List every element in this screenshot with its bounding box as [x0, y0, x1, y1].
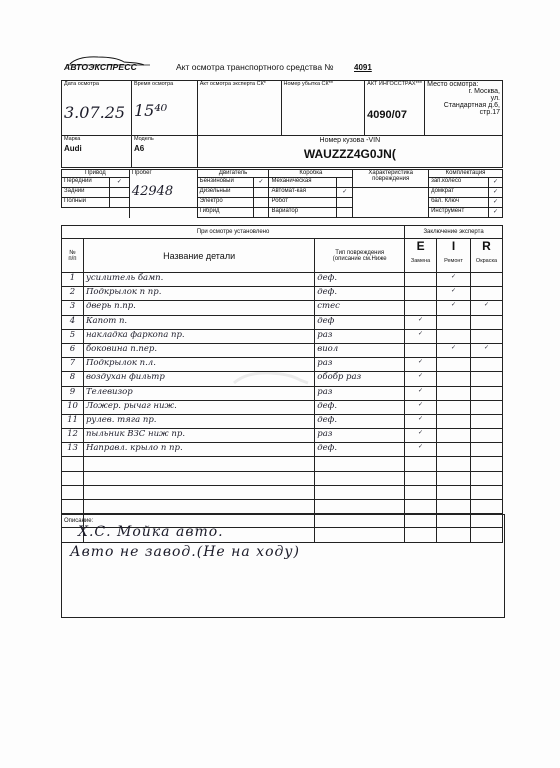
row-number [62, 457, 84, 471]
table-row [62, 315, 503, 329]
row-replace-check: ✓ [405, 372, 437, 386]
vin-cell [197, 136, 502, 168]
table-row [62, 485, 503, 499]
col-type-line-2: (описание см.Ниже [332, 255, 387, 262]
drive-option: Задний [62, 188, 110, 198]
date-label: Дата осмотра [64, 81, 99, 87]
row-number [62, 485, 84, 499]
equipment-check: ✓ [488, 208, 502, 218]
row-paint-check [470, 500, 502, 514]
row-replace-check: ✓ [405, 400, 437, 414]
row-repair-check [437, 329, 471, 343]
table-row [62, 301, 503, 315]
col-i-sub: Ремонт [444, 258, 463, 264]
col-number-line-1: № [69, 249, 76, 256]
row-paint-check [470, 287, 502, 301]
row-damage-type: деф. [315, 414, 405, 428]
document-title: Акт осмотра транспортного средства № [176, 62, 334, 72]
row-repair-check [437, 400, 471, 414]
row-number: 2 [62, 287, 84, 301]
gearbox-check: ✓ [337, 188, 353, 198]
row-part [83, 500, 314, 514]
model-value: A6 [133, 144, 145, 153]
row-damage-type: обобр раз [315, 372, 405, 386]
row-damage-type: раз [315, 429, 405, 443]
damage-char-value [353, 188, 429, 218]
drive-spacer [62, 208, 130, 218]
place-label: Место осмотра: [427, 81, 479, 88]
row-part: Подкрылок п.л. [83, 358, 314, 372]
row-number: 9 [62, 386, 84, 400]
row-damage-type: деф. [315, 443, 405, 457]
row-damage-type: виол [315, 343, 405, 357]
row-repair-check [437, 429, 471, 443]
row-paint-check: ✓ [470, 343, 502, 357]
engine-option: Гибрид [197, 208, 253, 218]
drive-check: ✓ [109, 178, 129, 188]
table-row [62, 273, 503, 287]
row-number: 11 [62, 414, 84, 428]
row-replace-check [405, 301, 437, 315]
place-cell [425, 81, 503, 136]
row-paint-check [470, 358, 502, 372]
description-line-2: Авто не завод.(Не на ходу) [70, 544, 300, 560]
engine-label: Двигатель [197, 170, 269, 178]
table-row [62, 457, 503, 471]
row-replace-check [405, 485, 437, 499]
row-repair-check [437, 500, 471, 514]
damage-char-label-2: повреждения [372, 176, 410, 182]
table-row [62, 287, 503, 301]
expert-sk-label: Акт осмотра эксперта СК* [199, 81, 266, 87]
row-number: 1 [62, 273, 84, 287]
gearbox-label: Коробка [269, 170, 353, 178]
row-paint-check [470, 457, 502, 471]
col-e-letter: E [416, 239, 425, 253]
row-part: боковина п.пер. [83, 343, 314, 357]
damage-char-label-1: Характеристика [368, 170, 413, 176]
row-paint-check [470, 372, 502, 386]
row-number: 5 [62, 329, 84, 343]
act-number: 4091 [354, 63, 372, 72]
row-paint-check [470, 485, 502, 499]
row-paint-check [470, 414, 502, 428]
row-number: 4 [62, 315, 84, 329]
row-replace-check [405, 287, 437, 301]
row-part: воздухан фильтр [83, 372, 314, 386]
equipment-option: Инструмент [429, 208, 489, 218]
row-part [83, 471, 314, 485]
row-damage-type: раз [315, 329, 405, 343]
row-damage-type: деф. [315, 287, 405, 301]
col-number [62, 239, 84, 273]
row-damage-type: стес [315, 301, 405, 315]
row-replace-check [405, 471, 437, 485]
row-replace-check: ✓ [405, 443, 437, 457]
row-damage-type [315, 500, 405, 514]
row-replace-check: ✓ [405, 386, 437, 400]
row-replace-check: ✓ [405, 358, 437, 372]
col-type [315, 239, 405, 273]
info-table [61, 80, 503, 168]
row-repair-check [437, 471, 471, 485]
engine-option: Дизельный [197, 188, 253, 198]
ingos-value: 4090/07 [367, 109, 407, 121]
row-part: усилитель бамп. [83, 273, 314, 287]
mileage-cell [129, 170, 197, 208]
table-row [62, 429, 503, 443]
row-paint-check [470, 315, 502, 329]
watermark-logo [230, 366, 310, 392]
place-street-1: ул. [490, 95, 500, 102]
row-number: 8 [62, 372, 84, 386]
equipment-option: зап.колесо [429, 178, 489, 188]
engine-check-empty [253, 198, 269, 208]
row-part: Ложер. рычаг ниж. [83, 400, 314, 414]
row-part: Направл. крыло п пр. [83, 443, 314, 457]
row-paint-check [470, 400, 502, 414]
equipment-check: ✓ [488, 178, 502, 188]
engine-check-empty [253, 208, 269, 218]
gearbox-check-empty [337, 178, 353, 188]
table-row [62, 471, 503, 485]
row-paint-check [470, 329, 502, 343]
specs-table [61, 169, 503, 218]
drive-option: Передний [62, 178, 110, 188]
ingos-cell [365, 81, 425, 136]
col-r-sub: Окраска [475, 258, 498, 264]
equipment-check: ✓ [488, 198, 502, 208]
description-line-1: Х.С. Мойка авто. [78, 524, 224, 540]
time-cell [131, 81, 197, 136]
row-repair-check: ✓ [437, 301, 471, 315]
row-paint-check [470, 273, 502, 287]
row-paint-check: ✓ [470, 301, 502, 315]
row-damage-type: раз [315, 358, 405, 372]
row-repair-check [437, 372, 471, 386]
table-row [62, 414, 503, 428]
row-paint-check [470, 429, 502, 443]
time-value: 15⁴⁰ [133, 101, 168, 120]
row-paint-check [470, 443, 502, 457]
col-e [405, 239, 437, 273]
row-repair-check [437, 315, 471, 329]
drive-option: Полный [62, 198, 110, 208]
row-replace-check: ✓ [405, 329, 437, 343]
equipment-check: ✓ [488, 188, 502, 198]
row-repair-check: ✓ [437, 273, 471, 287]
conclusion-title: Заключение эксперта [405, 226, 503, 239]
row-number: 10 [62, 400, 84, 414]
damage-rows [62, 273, 503, 543]
row-part: Телевизор [83, 386, 314, 400]
row-number: 13 [62, 443, 84, 457]
row-repair-check: ✓ [437, 343, 471, 357]
brand-value: Audi [64, 144, 82, 153]
description-label: Описание: [64, 518, 94, 524]
brand-label: Марка [64, 136, 81, 142]
row-part: пыльник ВЗС ниж пр. [83, 429, 314, 443]
drive-label: Привод [62, 170, 130, 178]
row-repair-check [437, 358, 471, 372]
row-repair-check [437, 457, 471, 471]
row-part [83, 485, 314, 499]
company-logo [64, 54, 162, 76]
brand-cell [62, 136, 132, 168]
row-number: 6 [62, 343, 84, 357]
place-street-3: стр.17 [479, 109, 500, 116]
table-row [62, 443, 503, 457]
row-repair-check [437, 386, 471, 400]
engine-option: Бензиновый [197, 178, 253, 188]
date-cell [62, 81, 132, 136]
mileage-label: Пробег [131, 170, 152, 176]
row-number [62, 471, 84, 485]
row-damage-type: деф [315, 315, 405, 329]
row-part: дверь п.пр. [83, 301, 314, 315]
row-paint-check [470, 471, 502, 485]
section-title: При осмотре установлено [62, 226, 405, 239]
row-part: накладка фаркопа пр. [83, 329, 314, 343]
row-number: 12 [62, 429, 84, 443]
engine-check: ✓ [253, 178, 269, 188]
gearbox-check-empty [337, 198, 353, 208]
expert-sk-cell [197, 81, 281, 136]
row-repair-check: ✓ [437, 287, 471, 301]
col-r-letter: R [482, 239, 491, 253]
col-type-line-1: Тип повреждения [335, 249, 385, 256]
row-damage-type [315, 471, 405, 485]
row-damage-type [315, 485, 405, 499]
row-number [62, 500, 84, 514]
row-damage-type [315, 457, 405, 471]
row-repair-check [437, 443, 471, 457]
drive-check-empty [109, 198, 129, 208]
row-damage-type: деф. [315, 400, 405, 414]
col-i [437, 239, 471, 273]
date-value: 3.07.25 [64, 103, 126, 122]
col-e-sub: Замена [410, 258, 431, 264]
col-i-letter: I [451, 239, 456, 253]
model-cell [131, 136, 197, 168]
drive-check-empty [109, 188, 129, 198]
damage-char-cell [353, 170, 429, 188]
vin-value: WAUZZZ4G0JN( [303, 147, 396, 161]
row-repair-check [437, 485, 471, 499]
equipment-option: домкрат [429, 188, 489, 198]
engine-check-empty [253, 188, 269, 198]
model-label: Модель [133, 136, 154, 142]
gearbox-check-empty [337, 208, 353, 218]
row-damage-type: деф. [315, 273, 405, 287]
gearbox-option: Механическая [269, 178, 337, 188]
table-row [62, 400, 503, 414]
logo-text: АВТОЭКСПРЕСС [64, 62, 137, 72]
time-label: Время осмотра [133, 81, 174, 87]
table-row [62, 329, 503, 343]
place-city: г. Москва, [468, 88, 500, 95]
vin-label: Номер кузова -VIN [319, 137, 381, 144]
row-replace-check [405, 273, 437, 287]
gearbox-option: Робот [269, 198, 337, 208]
row-paint-check [470, 386, 502, 400]
mileage-spacer [129, 208, 197, 218]
watermark-car-icon [230, 368, 310, 386]
row-part: Капот п. [83, 315, 314, 329]
gearbox-option: Автомат-кая [269, 188, 337, 198]
loss-number-label: Номер убытка СК** [283, 81, 333, 87]
row-number: 7 [62, 358, 84, 372]
row-damage-type: раз [315, 386, 405, 400]
loss-number-cell [281, 81, 365, 136]
engine-option: Электро [197, 198, 253, 208]
col-number-line-2: п/п [68, 255, 77, 262]
row-part: Подкрылок п пр. [83, 287, 314, 301]
gearbox-option: Вариатор [269, 208, 337, 218]
row-replace-check [405, 500, 437, 514]
row-replace-check: ✓ [405, 315, 437, 329]
ingos-label: АКТ ИНГОССТРАХ*** [367, 81, 422, 87]
col-part: Название детали [83, 239, 314, 273]
row-repair-check [437, 414, 471, 428]
row-part [83, 457, 314, 471]
row-part: рулев. тяга пр. [83, 414, 314, 428]
row-number: 3 [62, 301, 84, 315]
row-replace-check: ✓ [405, 429, 437, 443]
table-row [62, 500, 503, 514]
row-replace-check: ✓ [405, 414, 437, 428]
equipment-option: бал. Ключ [429, 198, 489, 208]
table-row [62, 343, 503, 357]
equipment-label: Комплектация [429, 170, 503, 178]
row-replace-check [405, 343, 437, 357]
col-r [470, 239, 502, 273]
place-street-2: Стандартная д.6, [443, 102, 500, 109]
row-replace-check [405, 457, 437, 471]
mileage-value: 42948 [131, 184, 174, 199]
